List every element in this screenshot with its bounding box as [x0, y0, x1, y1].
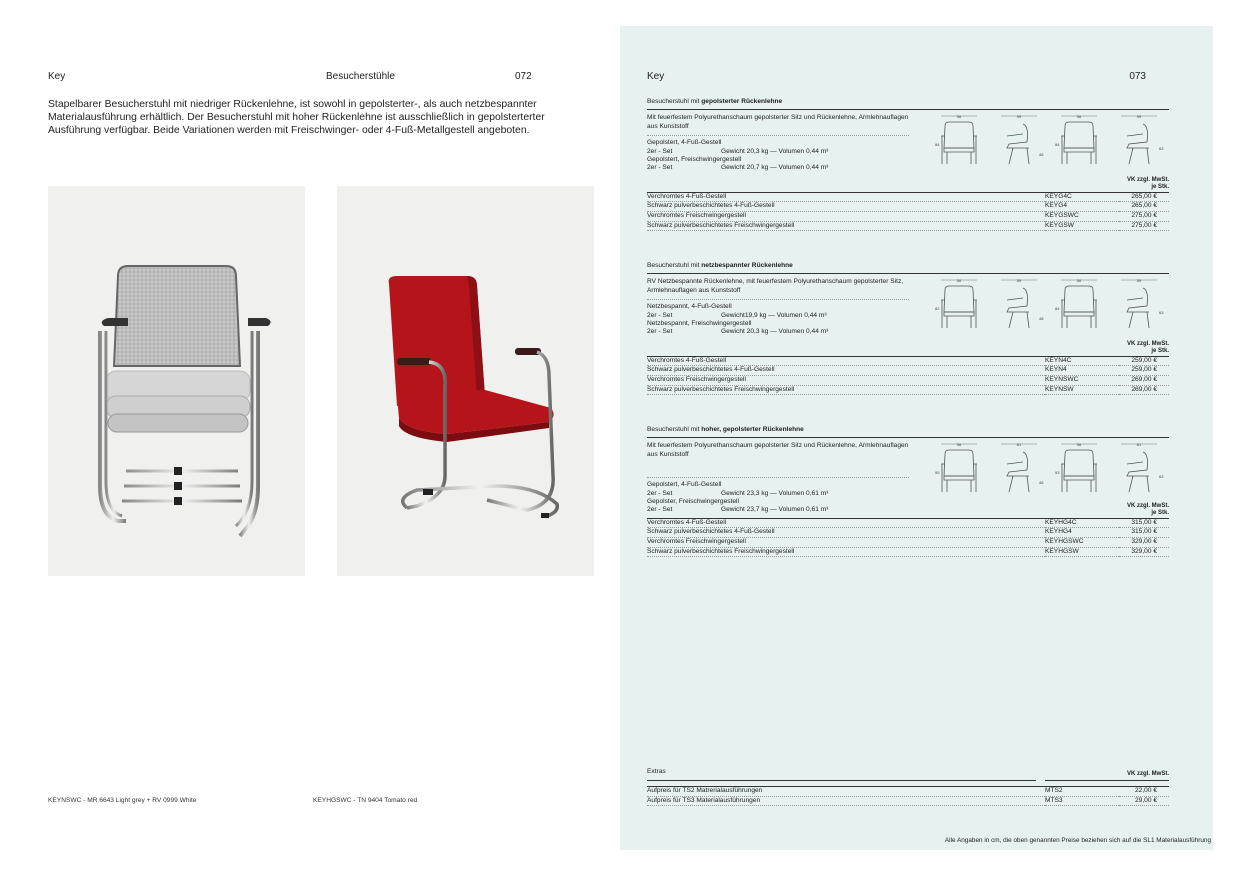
price-table [647, 192, 1169, 231]
section-title: Besucherstuhl mit gepolsterter Rückenlehne [647, 98, 1169, 110]
spec-title: Gepolstert, Freischwingergestell [647, 156, 742, 164]
drawing-view-4 [1121, 114, 1164, 164]
product-section-netzbespannt [647, 262, 1169, 395]
dimension-label: 63 [1159, 310, 1164, 315]
dimension-label: 56 [1076, 442, 1082, 447]
dimension-label: 84 [1055, 306, 1060, 311]
dimension-label: 59 [1016, 278, 1022, 283]
price-column-header: VK zzgl. MwSt. je Stk. [1127, 340, 1169, 354]
drawing-view-4 [1121, 442, 1164, 492]
table-row: Schwarz pulverbeschichtetes Freischwingergestell KEYHGSW 329,00 € [647, 547, 1169, 557]
table-row: Schwarz pulverbeschichtetes 4-Fuß-Gestell KEYG4 265,00 € [647, 202, 1169, 212]
table-row: Schwarz pulverbeschichtetes Freischwingergestell KEYGSW 275,00 € [647, 221, 1169, 231]
drawing-view-3 [1055, 442, 1097, 492]
section-description: RV Netzbespannte Rückenlehne, mit feuerfestem Polyurethanschaum gepolsterter Sitz, Armlehnauflagen aus Kunststoff [647, 278, 904, 294]
dimension-label: 95 [935, 470, 940, 475]
photo-stacked-mesh-chairs [48, 186, 305, 576]
intro-text: Stapelbarer Besucherstuhl mit niedriger Rückenlehne, ist sowohl in gepolsterter-, als auch netzbespannter Materialausführung erhältlich. Der Besucherstuhl mit hoher Rückenlehne ist ausschließlich in gepolsterterter Ausführung verfügbar. Beide Variationen werden mit Freischwinger- oder 4-Fuß-Metallgestell angeboten. [48, 99, 545, 136]
dimension-label: 48 [1039, 316, 1044, 321]
spec-detail: 2er - Set Gewicht 20,3 kg — Volumen 0,44 m³ [647, 328, 829, 336]
table-row: Schwarz pulverbeschichtetes Freischwingergestell KEYNSW 269,00 € [647, 385, 1169, 395]
dimension-label: 61 [1016, 442, 1022, 447]
spec-detail: 2er - Set Gewicht 23,7 kg — Volumen 0,61 m³ [647, 506, 829, 514]
technical-drawings [933, 440, 1169, 500]
dimension-label: 63 [1159, 474, 1164, 479]
category-label: Besucherstühle [326, 71, 395, 82]
drawing-view-1 [935, 278, 977, 328]
dimension-label: 59 [1016, 114, 1022, 119]
table-row: Verchromtes 4-Fuß-Gestell KEYN4C 259,00 € [647, 356, 1169, 366]
brand-name: Key [48, 71, 66, 82]
divider [647, 477, 909, 478]
photo-caption-2: KEYHGSWC - TN 9404 Tomato red [313, 797, 418, 804]
spec-detail: 2er - Set Gewicht 23,3 kg — Volumen 0,61 m³ [647, 489, 829, 497]
chair-dimension-drawings [933, 112, 1169, 172]
drawing-view-3 [1055, 114, 1097, 164]
technical-drawings [933, 276, 1169, 336]
table-row: Verchromtes 4-Fuß-Gestell KEYG4C 265,00 € [647, 192, 1169, 202]
dimension-label: 63 [1159, 146, 1164, 151]
stacked-chairs-image [48, 186, 305, 576]
right-page [620, 26, 1213, 850]
drawing-view-4 [1121, 278, 1164, 328]
drawing-view-2 [1001, 442, 1044, 492]
left-page-header [48, 71, 572, 85]
dimension-label: 48 [1039, 480, 1044, 485]
dimension-label: 84 [1055, 142, 1060, 147]
spec-detail: 2er - Set Gewicht19,9 kg — Volumen 0,44 m³ [647, 311, 827, 319]
spec-title: Netzbespannt, 4-Fuß-Gestell [647, 303, 732, 311]
section-description: Mit feuerfestem Polyurethanschaum gepolsterter Sitz und Rückenlehne, Armlehnauflagen aus Kunststoff [647, 442, 909, 458]
divider [647, 299, 909, 300]
dimension-label: 59 [1136, 114, 1142, 119]
drawing-view-1 [935, 442, 977, 492]
page-number: 072 [515, 71, 532, 82]
extras-section [647, 768, 1169, 806]
table-row: Aufpreis für TS2 Matrerialausführungen MTS2 22,00 € [647, 787, 1169, 797]
dimension-label: 82 [935, 306, 940, 311]
table-row: Verchromtes Freischwingergestell KEYGSWC 275,00 € [647, 212, 1169, 222]
drawing-view-1 [935, 114, 977, 164]
dimension-label: 59 [1136, 278, 1142, 283]
dimension-label: 56 [956, 278, 962, 283]
product-section-gepolstert [647, 98, 1169, 231]
section-description: Mit feuerfestem Polyurethanschaum gepolsterter Sitz und Rückenlehne, Armlehnauflagen aus Kunststoff [647, 114, 909, 130]
chair-dimension-drawings [933, 440, 1169, 500]
price-table [647, 356, 1169, 395]
product-section-hoch-gepolstert [647, 426, 1169, 557]
spec-title: Gepolster, Freischwingergestell [647, 498, 739, 506]
table-row: Schwarz pulverbeschichtetes 4-Fuß-Gestell KEYN4 259,00 € [647, 366, 1169, 376]
dimension-label: 56 [956, 114, 962, 119]
footnote: Alle Angaben in cm, die oben genannten Preise beziehen sich auf die SL1 Materialausführung [944, 837, 1211, 844]
dimension-label: 48 [1039, 152, 1044, 157]
price-column-header: VK zzgl. MwSt. je Stk. [1127, 502, 1169, 516]
dimension-label: 93 [1055, 470, 1060, 475]
page-number: 073 [1129, 71, 1146, 82]
dimension-label: 61 [1136, 442, 1142, 447]
table-row: Verchromtes Freischwingergestell KEYNSWC 269,00 € [647, 376, 1169, 386]
spec-detail: 2er - Set Gewicht 20,3 kg — Volumen 0,44 m³ [647, 147, 829, 155]
chair-dimension-drawings [933, 276, 1169, 336]
price-column-header: VK zzgl. MwSt. je Stk. [1127, 176, 1169, 190]
section-title: Besucherstuhl mit netzbespannter Rückenlehne [647, 262, 1169, 274]
extras-price-header: VK zzgl. MwSt. [1045, 770, 1169, 781]
drawing-view-2 [1001, 278, 1044, 328]
table-row: Schwarz pulverbeschichtetes 4-Fuß-Gestell KEYHG4 315,00 € [647, 528, 1169, 538]
spec-title: Netzbespannt, Freischwingergestell [647, 320, 752, 328]
table-row: Verchromtes Freischwingergestell KEYHGSWC 329,00 € [647, 538, 1169, 548]
spec-title: Gepolstert, 4-Fuß-Gestell [647, 481, 722, 489]
extras-table [647, 786, 1169, 806]
table-row: Verchromtes 4-Fuß-Gestell KEYHG4C 315,00 € [647, 518, 1169, 528]
extras-title: Extras [647, 768, 1036, 781]
spec-title: Gepolstert, 4-Fuß-Gestell [647, 139, 722, 147]
drawing-view-2 [1001, 114, 1044, 164]
photo-caption-1: KEYNSWC - MR 6643 Light grey + RV 0999 White [48, 797, 197, 804]
dimension-label: 56 [1076, 278, 1082, 283]
dimension-label: 56 [1076, 114, 1082, 119]
dimension-label: 56 [956, 442, 962, 447]
divider [647, 135, 909, 136]
dimension-label: 84 [935, 142, 940, 147]
price-table [647, 518, 1169, 557]
red-chair-image [337, 186, 594, 576]
spec-detail: 2er - Set Gewicht 20,7 kg — Volumen 0,44 m³ [647, 164, 829, 172]
section-title: Besucherstuhl mit hoher, gepolsterter Rückenlehne [647, 426, 1169, 438]
drawing-view-3 [1055, 278, 1097, 328]
table-row: Aufpreis für TS3 Materialausführungen MTS3 29,00 € [647, 796, 1169, 806]
photo-red-chair [337, 186, 594, 576]
brand-name: Key [647, 71, 665, 82]
technical-drawings [933, 112, 1169, 172]
